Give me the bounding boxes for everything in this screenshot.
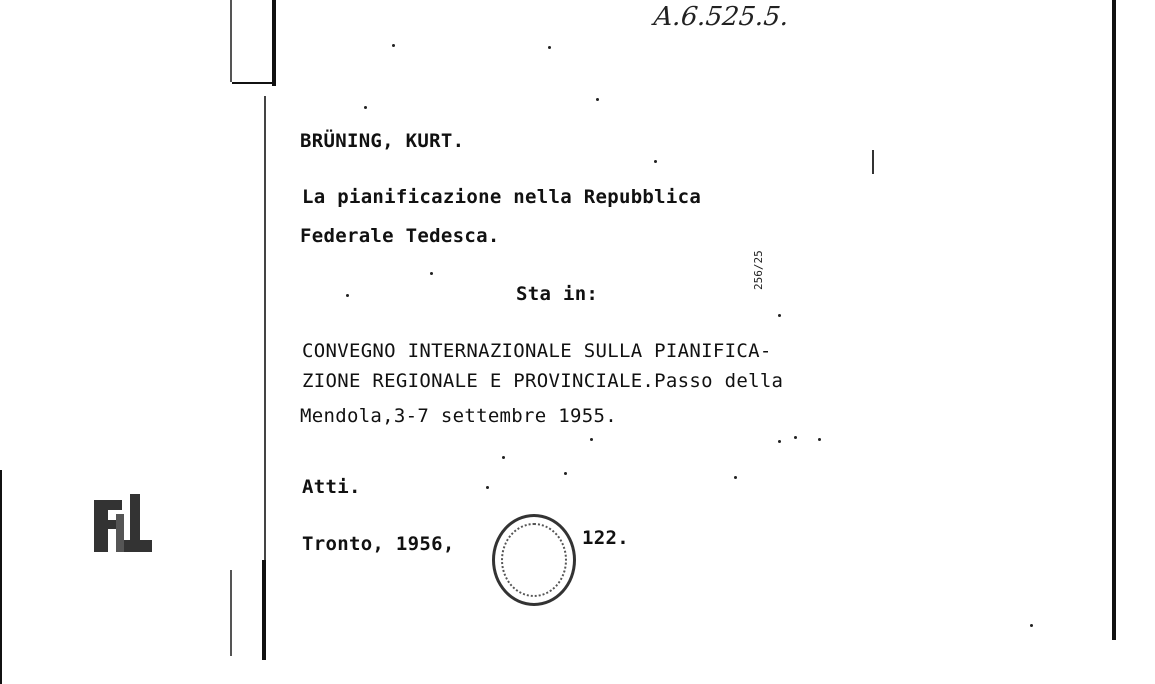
source-line-1: CONVEGNO INTERNAZIONALE SULLA PIANIFICA- [302,340,772,362]
in-label: Sta in: [516,283,599,305]
speck [502,456,505,459]
title-line-2: Federale Tedesca. [300,225,500,247]
side-number: 256/25 [752,250,765,290]
binding-bracket-top [232,82,272,84]
source-line-2: ZIONE REGIONALE E PROVINCIALE.Passo della [302,370,784,392]
imprint-right: 122. [582,527,629,549]
source-line-3: Mendola,3-7 settembre 1955. [300,405,617,427]
shelf-mark: A.6.525.5. [652,2,791,32]
binding-line-top [272,0,276,86]
binding-bracket-left-bottom [230,570,232,656]
speck [1030,624,1033,627]
title-line-1: La pianificazione nella Repubblica [302,186,702,208]
speck [654,160,657,163]
speck [778,440,781,443]
library-logo-icon [92,494,154,554]
speck [346,294,349,297]
speck [818,438,821,441]
speck [548,46,551,49]
left-edge-line [0,470,2,684]
speck [734,476,737,479]
right-edge-line [1112,0,1116,640]
binding-line-mid [264,96,266,566]
circular-stamp [492,514,576,606]
speck [430,272,433,275]
speck [486,486,489,489]
binding-line-bottom [262,560,266,660]
speck [564,472,567,475]
author-heading: BRÜNING, KURT. [300,130,465,152]
binding-bracket-left-top [230,0,232,82]
speck [364,106,367,109]
speck [778,314,781,317]
speck [596,98,599,101]
imprint-left: Tronto, 1956, [302,533,455,555]
atti-label: Atti. [302,476,361,498]
right-inner-line [872,150,874,174]
speck [392,44,395,47]
speck [590,438,593,441]
speck [794,436,797,439]
